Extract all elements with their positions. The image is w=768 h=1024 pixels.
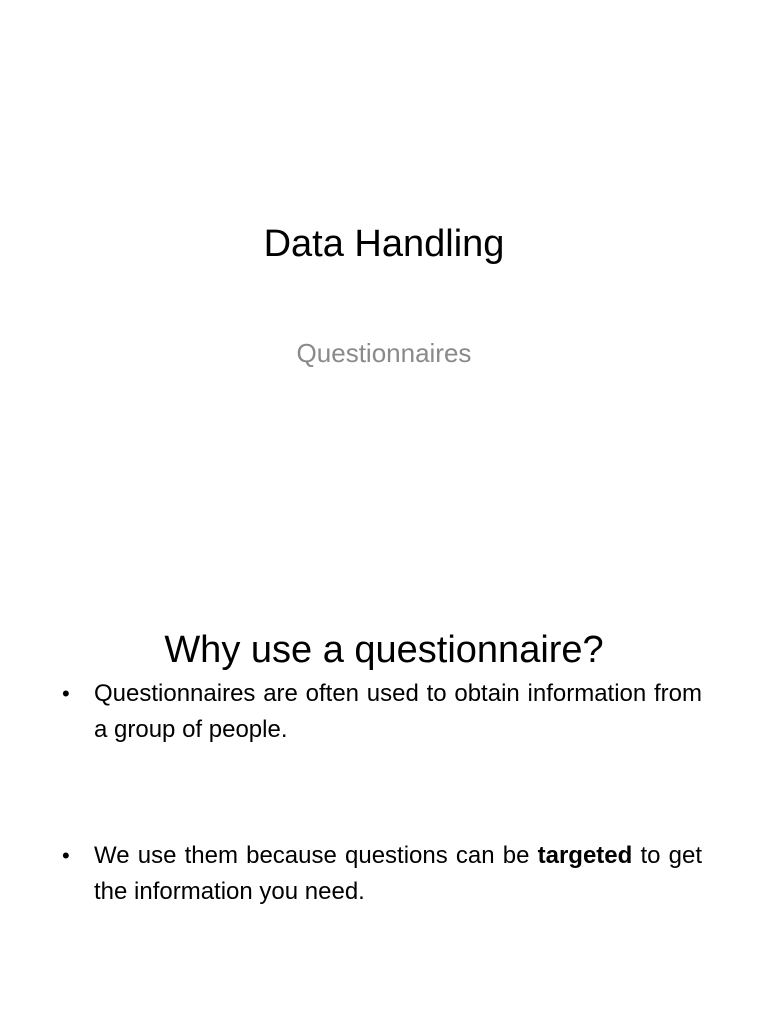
- slide-title: Data Handling: [263, 223, 505, 265]
- slide-subtitle: Questionnaires: [296, 338, 472, 368]
- bullet-text-rich: [94, 838, 702, 910]
- slide-heading: Why use a questionnaire?: [164, 629, 604, 671]
- bullet-item: [62, 838, 702, 910]
- bullet-text: Questionnaires are often used to obtain information from a group of people.: [94, 680, 702, 743]
- bullet-text-after: to get the information you need.: [94, 842, 702, 905]
- content-slide: [0, 512, 768, 1024]
- bullet-item: [62, 676, 702, 748]
- bullet-text-before: We use them because questions can be: [94, 842, 538, 869]
- bullet-dot-icon: •: [62, 681, 70, 706]
- bullet-dot-icon: •: [62, 843, 70, 868]
- bullet-text-bold: targeted: [537, 842, 633, 869]
